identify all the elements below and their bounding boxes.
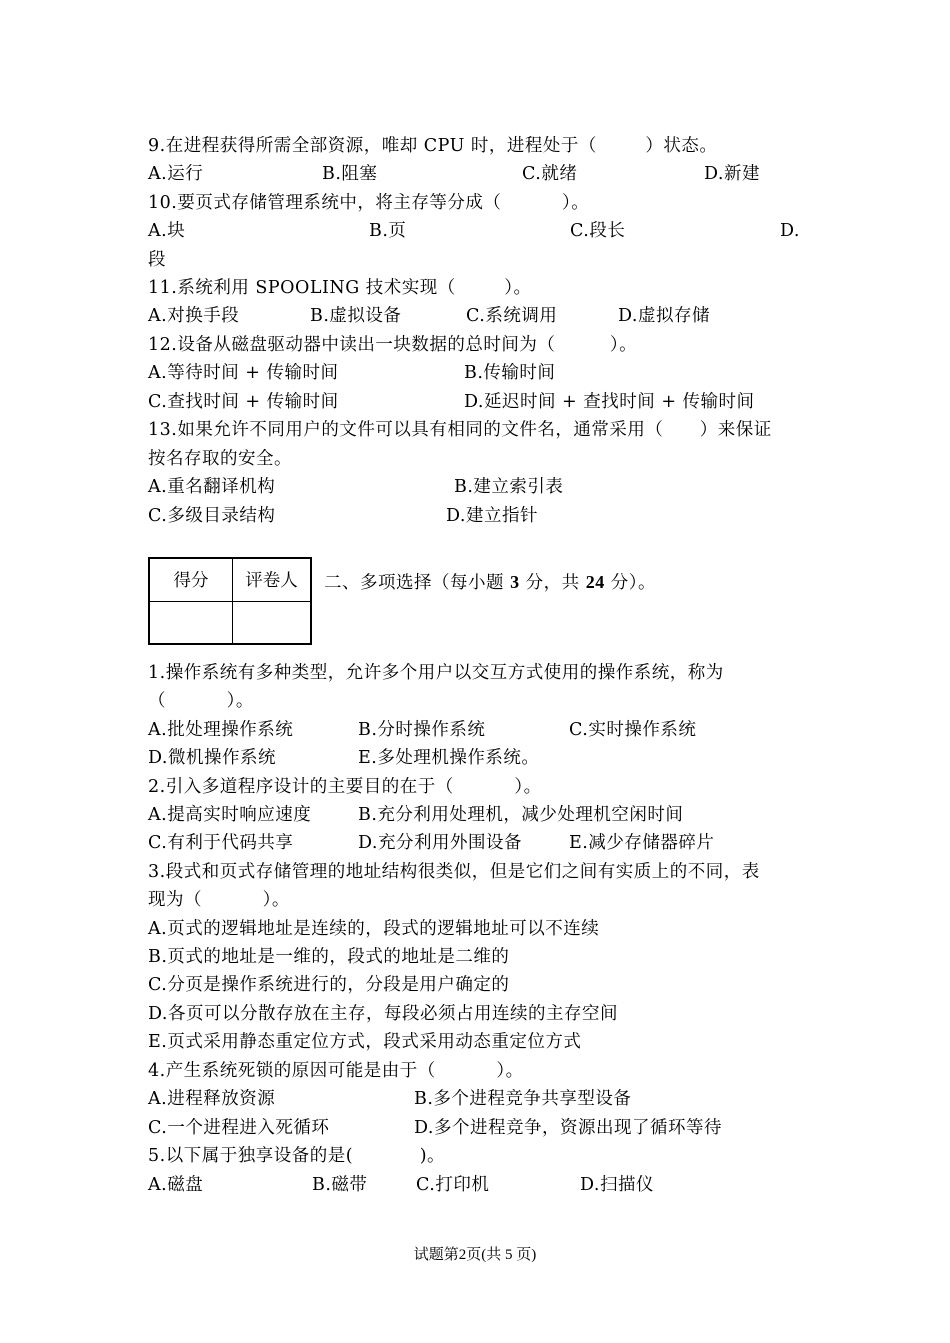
option-c: C.查找时间 + 传输时间	[148, 392, 339, 412]
option-d: D.新建	[704, 164, 760, 184]
option-d: D.虚拟存储	[618, 306, 710, 326]
option-d: D.微机操作系统	[148, 748, 276, 768]
option-a: A.进程释放资源	[148, 1089, 276, 1109]
question-13-options-row2	[148, 502, 538, 530]
option-d: D.	[780, 221, 800, 241]
question-12-options-row1	[148, 359, 556, 387]
option-b: B.虚拟设备	[310, 306, 402, 326]
question-13-options-row1	[148, 473, 564, 501]
option-a: A.运行	[148, 164, 204, 184]
option-d: D.多个进程竞争，资源出现了循环等待	[414, 1118, 722, 1138]
exam-page: 9.在进程获得所需全部资源，唯却 CPU 时，进程处于（ ）状态。 A.运行 B.阻塞 C.就绪 D.新建 10.要页式存储管理系统中，将主存等分成（ ）。 A.块 B.页 C.段长 D. 段 11.系统利用 SPOOLING 技术实现（ ）。 A.对换手段 B.虚拟设备 C.系统调用 D.虚拟存储 12.设备从磁盘驱动器中读出一块数据的总时间为（ ）。 A.等待时间 + 传输时间 B.传输时间 C.查找时间 + 传输时间 D.延迟时间 + 查找时间 + 传输时间 13.如果允许不同用户的文件可以具有相同的文件名，通常采用（ ）来保证 按名存取的安全。 A.重名翻译机构 B.建立索引表 C.多级目录结构 D.建立指针 得分 评卷人 二、多项选择（每小题 3 分，共 24 分）。 1.操作系统有多种类型，允许多个用户以交互方式使用的操作系统，称为 （ ）。 A.批处理操作系统 B.分时操作系统 C.实时操作系统 D.微机操作系统 E.多处理机操作系统。 2.引入多道程序设计的主要目的在于（ ）。 A.提高实时响应速度 B.充分利用处理机，减少处理机空闲时间 C.有利于代码共享 D.充分利用外围设备 E.减少存储器碎片 3.段式和页式存储管理的地址结构很类似，但是它们之间有实质上的不同，表 现为（ ）。 A.页式的逻辑地址是连续的，段式的逻辑地址可以不连续 B.页式的地址是一维的，段式的地址是二维的 C.分页是操作系统进行的，分段是用户确定的 D.各页可以分散存放在主存，每段必须占用连续的主存空间 E.页式采用静态重定位方式，段式采用动态重定位方式 4.产生系统死锁的原因可能是由于（ ）。 A.进程释放资源 B.多个进程竞争共享型设备 C.一个进程进入死循环 D.多个进程竞争，资源出现了循环等待 5.以下属于独享设备的是( )。 A.磁盘 B.磁带 C.打印机 D.扫描仪 试题第2页(共 5 页)	[0, 0, 950, 1343]
question-12-options-row2	[148, 388, 755, 416]
option-c: C.就绪	[522, 164, 578, 184]
option-e: E.多处理机操作系统。	[358, 748, 540, 768]
option-c: C.有利于代码共享	[148, 833, 294, 853]
option-a: A.提高实时响应速度	[148, 805, 312, 825]
option-a: A.等待时间 + 传输时间	[148, 363, 339, 383]
option-a: A.块	[148, 221, 186, 241]
option-c: C.多级目录结构	[148, 506, 276, 526]
option-a: A.批处理操作系统	[148, 720, 294, 740]
option-d: D.充分利用外围设备	[358, 833, 522, 853]
grading-box	[148, 557, 312, 645]
option-b: B.页	[369, 221, 407, 241]
option-c: C.段长	[570, 221, 626, 241]
page-footer: 试题第2页(共 5 页)	[413, 1247, 537, 1263]
option-b: B.传输时间	[464, 363, 556, 383]
grid-divider	[150, 601, 310, 602]
option-b: B.多个进程竞争共享型设备	[414, 1089, 632, 1109]
option-c: C.实时操作系统	[569, 720, 697, 740]
option-b: B.磁带	[312, 1175, 368, 1195]
mc-question-2-options-row2	[148, 829, 715, 857]
option-a: A.重名翻译机构	[148, 477, 276, 497]
option-c: C.打印机	[416, 1175, 490, 1195]
mc-question-4-options-row2	[148, 1114, 722, 1142]
option-d: D.扫描仪	[580, 1175, 654, 1195]
mc-question-4-options-row1	[148, 1085, 632, 1113]
option-c: C.系统调用	[466, 306, 558, 326]
mc-question-5-options	[148, 1171, 654, 1199]
question-9-options	[148, 160, 760, 188]
mc-question-1-options-row2	[148, 744, 540, 772]
question-11-options	[148, 302, 710, 330]
option-b: B.充分利用处理机，减少处理机空闲时间	[358, 805, 684, 825]
mc-question-2-options-row1	[148, 801, 684, 829]
option-d: D.建立指针	[446, 506, 538, 526]
option-e: E.减少存储器碎片	[569, 833, 715, 853]
grader-label: 评卷人	[245, 571, 298, 591]
option-b: B.分时操作系统	[358, 720, 486, 740]
option-a: A.对换手段	[148, 306, 240, 326]
option-c: C.一个进程进入死循环	[148, 1118, 330, 1138]
option-b: B.阻塞	[322, 164, 378, 184]
mc-question-1-options-row1	[148, 716, 697, 744]
option-d: D.延迟时间 + 查找时间 + 传输时间	[464, 392, 755, 412]
section-heading: 二、多项选择（每小题 3 分，共 24 分）。	[324, 572, 657, 593]
option-a: A.磁盘	[148, 1175, 204, 1195]
question-10-options	[148, 217, 800, 245]
option-b: B.建立索引表	[454, 477, 564, 497]
score-label: 得分	[173, 571, 209, 591]
